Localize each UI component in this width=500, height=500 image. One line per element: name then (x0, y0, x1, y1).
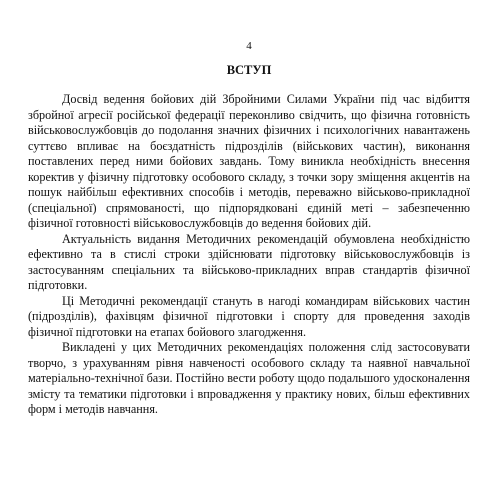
document-page (28, 40, 470, 418)
paragraph-4: Викладені у цих Методичних рекомендаціях положення слід застосовувати творчо, з урахуванням рівня навченості особового складу та наявної навчальної матеріально-технічної бази. Постійно вести роботу щодо подальшого удосконалення змісту та тематики підготовки і впровадження у практику нових, більш ефективних форм і методів навчання. (28, 340, 470, 416)
section-title: ВСТУП (226, 63, 272, 77)
paragraph-1: Досвід ведення бойових дій Збройними Силами України під час відбиття збройної агресії російської федерації переконливо свідчить, що фізична готовність військовослужбовців до подолання значних фізичних і психологічних навантажень суттєво впливає на боєздатність підрозділів (військових частин), виконання поставлених перед ними бойових завдань. Тому виникла необхідність внесення коректив у фізичну підготовку особового складу, з точки зору зміщення акцентів на пошук найбільш ефективних способів і методів, переважно військово-прикладної (спеціальної) спрямованості, що підпорядковані єдиній меті – забезпеченню фізичної готовності військовослужбовців до ведення бойових дій. (28, 92, 470, 230)
page-number: 4 (246, 40, 252, 52)
paragraph-2: Актуальність видання Методичних рекомендацій обумовлена необхідністю ефективно та в стислі строки здійснювати підготовку військовослужбовців із застосуванням спеціальних та військово-прикладних вправ стандартів фізичної підготовки. (28, 231, 470, 292)
paragraph-3: Ці Методичні рекомендації стануть в нагоді командирам військових частин (підрозділів), фахівцям фізичної підготовки і спорту для проведення заходів фізичної підготовки на етапах бойового злагодження. (28, 293, 470, 339)
